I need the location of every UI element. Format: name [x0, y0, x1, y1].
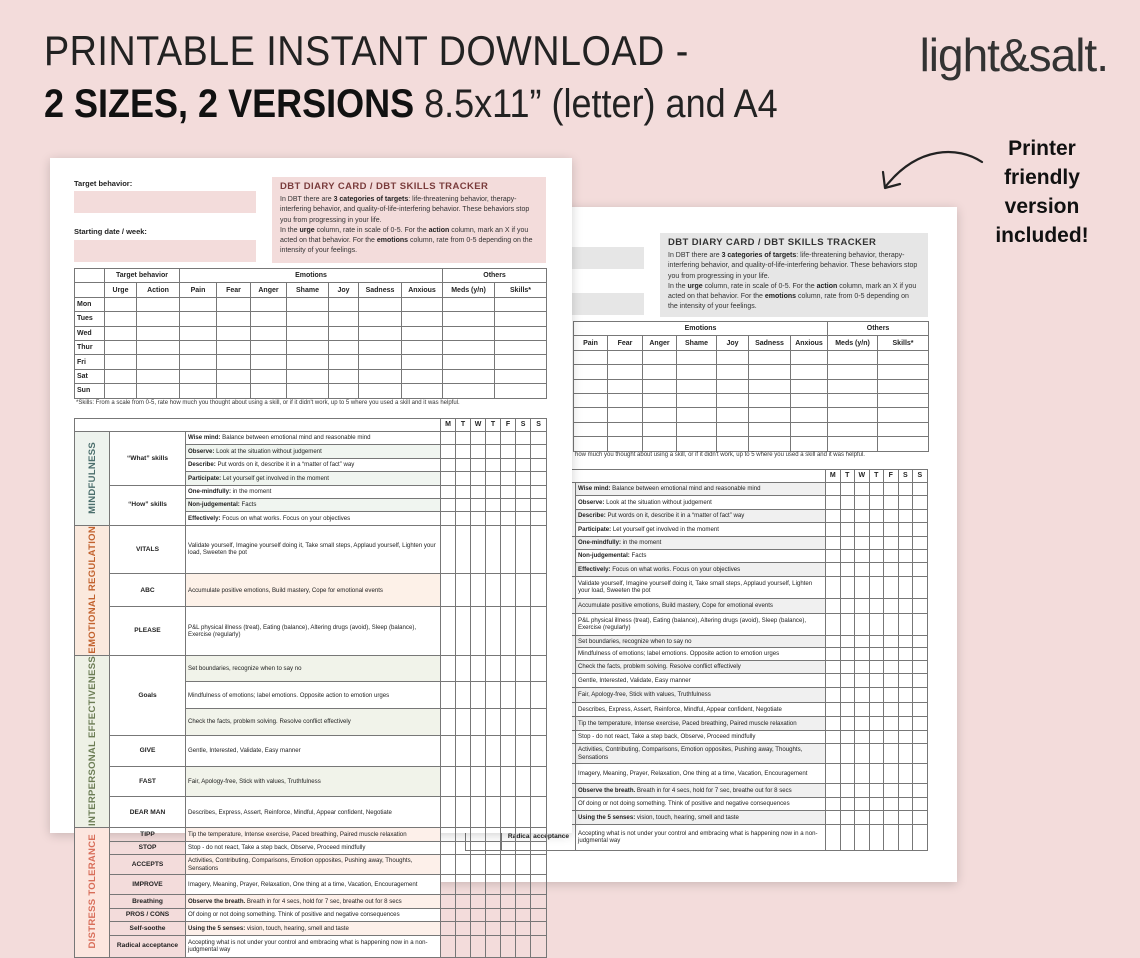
skill-row: Check the facts, problem solving. Resolve conflict effectively	[186, 709, 441, 736]
weekday-header: S	[516, 419, 531, 432]
skill-row: Tip the temperature, Intense exercise, Paced breathing, Paired muscle relaxation	[186, 828, 441, 842]
skill-row: Imagery, Meaning, Prayer, Relaxation, One thing at a time, Vacation, Encouragement	[576, 764, 826, 784]
column-header: Skills*	[878, 336, 929, 350]
day-label: Sun	[75, 384, 105, 398]
column-header: Action	[137, 283, 180, 297]
column-header: Fear	[217, 283, 251, 297]
others-group-header: Others	[443, 269, 547, 283]
column-header: Urge	[105, 283, 137, 297]
skill-row: Mindfulness of emotions; label emotions. Opposite action to emotion urges	[576, 648, 826, 661]
skill-name: GIVE	[110, 735, 186, 766]
skill-row: Describe: Put words on it, describe it in a “matter of fact” way	[576, 509, 826, 522]
skill-row: Gentle, Interested, Validate, Easy manner	[186, 735, 441, 766]
column-header: Skills*	[495, 283, 547, 297]
skill-row: Wise mind: Balance between emotional mind and reasonable mind	[576, 483, 826, 496]
skill-row: Non-judgemental: Facts	[576, 549, 826, 562]
starting-date-label: Starting date / week:	[74, 227, 147, 236]
skill-row: Describes, Express, Assert, Reinforce, Mindful, Appear confident, Negotiate	[576, 702, 826, 717]
skill-row: Accumulate positive emotions, Build mastery, Cope for emotional events	[576, 598, 826, 613]
emotions-group-header: Emotions	[180, 269, 443, 283]
day-label: Mon	[75, 297, 105, 311]
skill-row: Mindfulness of emotions; label emotions. Opposite action to emotion urges	[186, 682, 441, 709]
skill-row: Set boundaries, recognize when to say no	[186, 655, 441, 682]
skill-row: Observe the breath. Breath in for 4 secs, hold for 7 sec, breathe out for 8 secs	[576, 784, 826, 798]
column-header: Anxious	[402, 283, 443, 297]
skill-row: Validate yourself, Imagine yourself doing it, Take small steps, Applaud yourself, Lighten your load, Sweeten the pot	[186, 525, 441, 573]
intro-paragraph-1: In DBT there are 3 categories of targets: life-threatening behavior, therapy-interfering behavior, and quality-of-life-interfering behavior. These behaviors stop you from progressing in your life.	[668, 252, 918, 280]
skill-row: One-mindfully: in the moment	[576, 536, 826, 549]
intro-title: DBT DIARY CARD / DBT SKILLS TRACKER	[280, 181, 489, 192]
category-interpersonal-effectiveness: INTERPERSONAL EFFECTIVENESS	[75, 655, 110, 827]
column-header: Fear	[608, 336, 643, 350]
skill-row: Stop - do not react, Take a step back, Observe, Proceed mindfully	[576, 730, 826, 744]
skill-name: VITALS	[110, 525, 186, 573]
category-mindfulness: MINDFULNESS	[75, 432, 110, 526]
skill-row: One-mindfully: in the moment	[186, 485, 441, 498]
weekday-header: T	[840, 470, 855, 483]
weekday-header: W	[471, 419, 486, 432]
skill-row: Tip the temperature, Intense exercise, Paced breathing, Paired muscle relaxation	[576, 717, 826, 731]
skill-row: Fair, Apology-free, Stick with values, Truthfulness	[576, 688, 826, 703]
skill-name: Radical acceptance	[502, 824, 576, 850]
skill-name: Self-soothe	[110, 922, 186, 936]
target-behavior-field[interactable]	[74, 191, 256, 213]
table-row	[75, 326, 547, 340]
table-row	[75, 340, 547, 354]
skill-row: Observe: Look at the situation without judgement	[186, 445, 441, 458]
brand-logo: light&salt.	[919, 29, 1108, 81]
skill-row: Imagery, Meaning, Prayer, Relaxation, One thing at a time, Vacation, Encouragement	[186, 875, 441, 895]
day-label: Tues	[75, 312, 105, 326]
table-row	[75, 355, 547, 369]
skill-row: Validate yourself, Imagine yourself doing it, Take small steps, Applaud yourself, Lighten your load, Sweeten the pot	[576, 576, 826, 598]
weekday-header: M	[826, 470, 841, 483]
weekday-header: T	[456, 419, 471, 432]
skill-row: Effectively: Focus on what works. Focus on your objectives	[186, 512, 441, 525]
skill-name: IMPROVE	[110, 875, 186, 895]
weekday-header: M	[441, 419, 456, 432]
skill-row: Observe the breath. Breath in for 4 secs, hold for 7 sec, breathe out for 8 secs	[186, 895, 441, 909]
others-group-header: Others	[828, 322, 929, 336]
callout-line: Printer	[1008, 137, 1076, 160]
table-row	[75, 312, 547, 326]
skill-row: Activities, Contributing, Comparisons, Emotion opposites, Pushing away, Thoughts, Sensations	[576, 744, 826, 764]
column-header: Joy	[329, 283, 359, 297]
skill-row: Stop - do not react, Take a step back, Observe, Proceed mindfully	[186, 841, 441, 855]
skill-row: Of doing or not doing something. Think of positive and negative consequences	[186, 908, 441, 922]
skill-row: Effectively: Focus on what works. Focus on your objectives	[576, 563, 826, 576]
starting-date-field[interactable]	[74, 240, 256, 262]
skill-name: Goals	[110, 655, 186, 735]
column-header: Joy	[717, 336, 749, 350]
skill-name: DEAR MAN	[110, 797, 186, 828]
skill-name: Radical acceptance	[110, 935, 186, 957]
intro-paragraph-1: In DBT there are 3 categories of targets: life-threatening behavior, therapy-interfering behavior, and quality-of-life-interfering behavior. These behaviors stop you from progressing in your life.	[280, 196, 530, 224]
headline-line-2	[44, 84, 778, 124]
weekday-header: S	[898, 470, 913, 483]
callout-line: version	[1004, 195, 1080, 218]
table-row	[574, 379, 929, 393]
skill-name: STOP	[110, 841, 186, 855]
category-emotional-regulation: EMOTIONAL REGULATION	[75, 525, 110, 655]
skill-row: P&L physical illness (treat), Eating (balance), Altering drugs (avoid), Sleep (balance), Exercise (regularly)	[576, 613, 826, 635]
intro-paragraph-2: In the urge column, rate in scale of 0-5. For the action column, mark an X if you acted on that behavior. For the emotions column, rate from 0-5 depending on the intensity of your feelings.	[668, 282, 917, 311]
callout-line: friendly	[1004, 166, 1080, 189]
weekday-header: F	[501, 419, 516, 432]
column-header: Sadness	[749, 336, 791, 350]
callout-line: included!	[995, 224, 1089, 247]
table-row	[574, 408, 929, 422]
weekday-header: S	[913, 470, 928, 483]
skill-name: “How” skills	[110, 485, 186, 525]
intro-title: DBT DIARY CARD / DBT SKILLS TRACKER	[668, 237, 877, 248]
weekday-header: S	[531, 419, 547, 432]
headline-light: 8.5x11” (letter) and A4	[414, 82, 778, 126]
target-behavior-label: Target behavior:	[74, 179, 133, 188]
headline-bold: 2 SIZES, 2 VERSIONS	[44, 82, 415, 126]
column-header: Anger	[251, 283, 287, 297]
skill-row: Accepting what is not under your control and embracing what is happening now in a non-judgmental way	[576, 824, 826, 850]
category-distress-tolerance: DISTRESS TOLERANCE	[75, 828, 110, 958]
skill-name: TIPP	[110, 828, 186, 842]
skill-row: Set boundaries, recognize when to say no	[576, 635, 826, 648]
skill-row: Using the 5 senses: vision, touch, hearing, smell and taste	[576, 811, 826, 825]
curved-arrow-icon	[878, 146, 988, 196]
skills-tracker-table	[74, 418, 547, 958]
intro-paragraph-2: In the urge column, rate in scale of 0-5. For the action column, mark an X if you acted on that behavior. For the emotions column, rate from 0-5 depending on the intensity of your feelings.	[280, 226, 533, 255]
day-label: Sat	[75, 369, 105, 383]
column-header: Shame	[677, 336, 717, 350]
skill-row: Using the 5 senses: vision, touch, hearing, smell and taste	[186, 922, 441, 936]
skill-row: Describe: Put words on it, describe it in a “matter of fact” way	[186, 458, 441, 471]
column-header: Meds (y/n)	[828, 336, 878, 350]
day-label: Wed	[75, 326, 105, 340]
skill-row: Fair, Apology-free, Stick with values, Truthfulness	[186, 766, 441, 797]
day-label: Thur	[75, 340, 105, 354]
column-header: Anxious	[791, 336, 828, 350]
table-row	[75, 369, 547, 383]
headline	[44, 27, 859, 126]
column-header: Meds (y/n)	[443, 283, 495, 297]
table-row	[75, 297, 547, 311]
weekday-header: T	[869, 470, 884, 483]
weekday-header: F	[884, 470, 899, 483]
skill-name: PROS / CONS	[110, 908, 186, 922]
skill-name: FAST	[110, 766, 186, 797]
skill-row: Observe: Look at the situation without judgement	[576, 496, 826, 509]
column-header: Anger	[643, 336, 677, 350]
skill-name: ABC	[110, 574, 186, 607]
skill-row: P&L physical illness (treat), Eating (balance), Altering drugs (avoid), Sleep (balance), Exercise (regularly)	[186, 607, 441, 655]
headline-line-1: PRINTABLE INSTANT DOWNLOAD -	[44, 27, 689, 74]
skill-name: “What” skills	[110, 432, 186, 486]
skill-name: ACCEPTS	[110, 855, 186, 875]
skill-row: Accepting what is not under your control and embracing what is happening now in a non-judgmental way	[186, 935, 441, 957]
skills-footnote: *Skills: From a scale from 0-5, rate how much you thought about using a skill, or if it didn't work, up to 5 where you used a skill and it was helpful.	[76, 400, 460, 406]
skill-name: PLEASE	[110, 607, 186, 655]
skill-row: Of doing or not doing something. Think of positive and negative consequences	[576, 797, 826, 811]
target-behavior-group-header: Target behavior	[105, 269, 180, 283]
weekday-header: W	[855, 470, 870, 483]
table-row	[574, 350, 929, 364]
skill-row: Check the facts, problem solving. Resolve conflict effectively	[576, 660, 826, 673]
column-header: Sadness	[359, 283, 402, 297]
table-row	[574, 422, 929, 436]
skill-row: Accumulate positive emotions, Build mastery, Cope for emotional events	[186, 574, 441, 607]
diary-table	[74, 268, 547, 399]
skill-name: Breathing	[110, 895, 186, 909]
skill-row: Wise mind: Balance between emotional mind and reasonable mind	[186, 432, 441, 445]
skill-row: Participate: Let yourself get involved in the moment	[186, 472, 441, 485]
intro-box	[660, 233, 928, 317]
diary-table	[573, 321, 929, 452]
skill-row: Gentle, Interested, Validate, Easy manner	[576, 673, 826, 688]
skills-footnote: how much you thought about using a skill, or if it didn't work, up to 5 where you used a skill and it was helpful.	[575, 452, 865, 458]
emotions-group-header: Emotions	[574, 322, 828, 336]
column-header: Pain	[180, 283, 217, 297]
color-version-sheet	[50, 158, 572, 954]
printer-friendly-callout	[986, 134, 1098, 250]
table-row	[75, 384, 547, 398]
day-label: Fri	[75, 355, 105, 369]
skill-row: Describes, Express, Assert, Reinforce, Mindful, Appear confident, Negotiate	[186, 797, 441, 828]
column-header: Shame	[287, 283, 329, 297]
weekday-header: T	[486, 419, 501, 432]
skill-row: Non-judgemental: Facts	[186, 498, 441, 511]
table-row	[574, 437, 929, 451]
skill-row: Activities, Contributing, Comparisons, Emotion opposites, Pushing away, Thoughts, Sensations	[186, 855, 441, 875]
table-row	[574, 365, 929, 379]
table-row	[574, 393, 929, 407]
column-header: Pain	[574, 336, 608, 350]
intro-box	[272, 177, 546, 263]
skill-row: Participate: Let yourself get involved in the moment	[576, 523, 826, 536]
